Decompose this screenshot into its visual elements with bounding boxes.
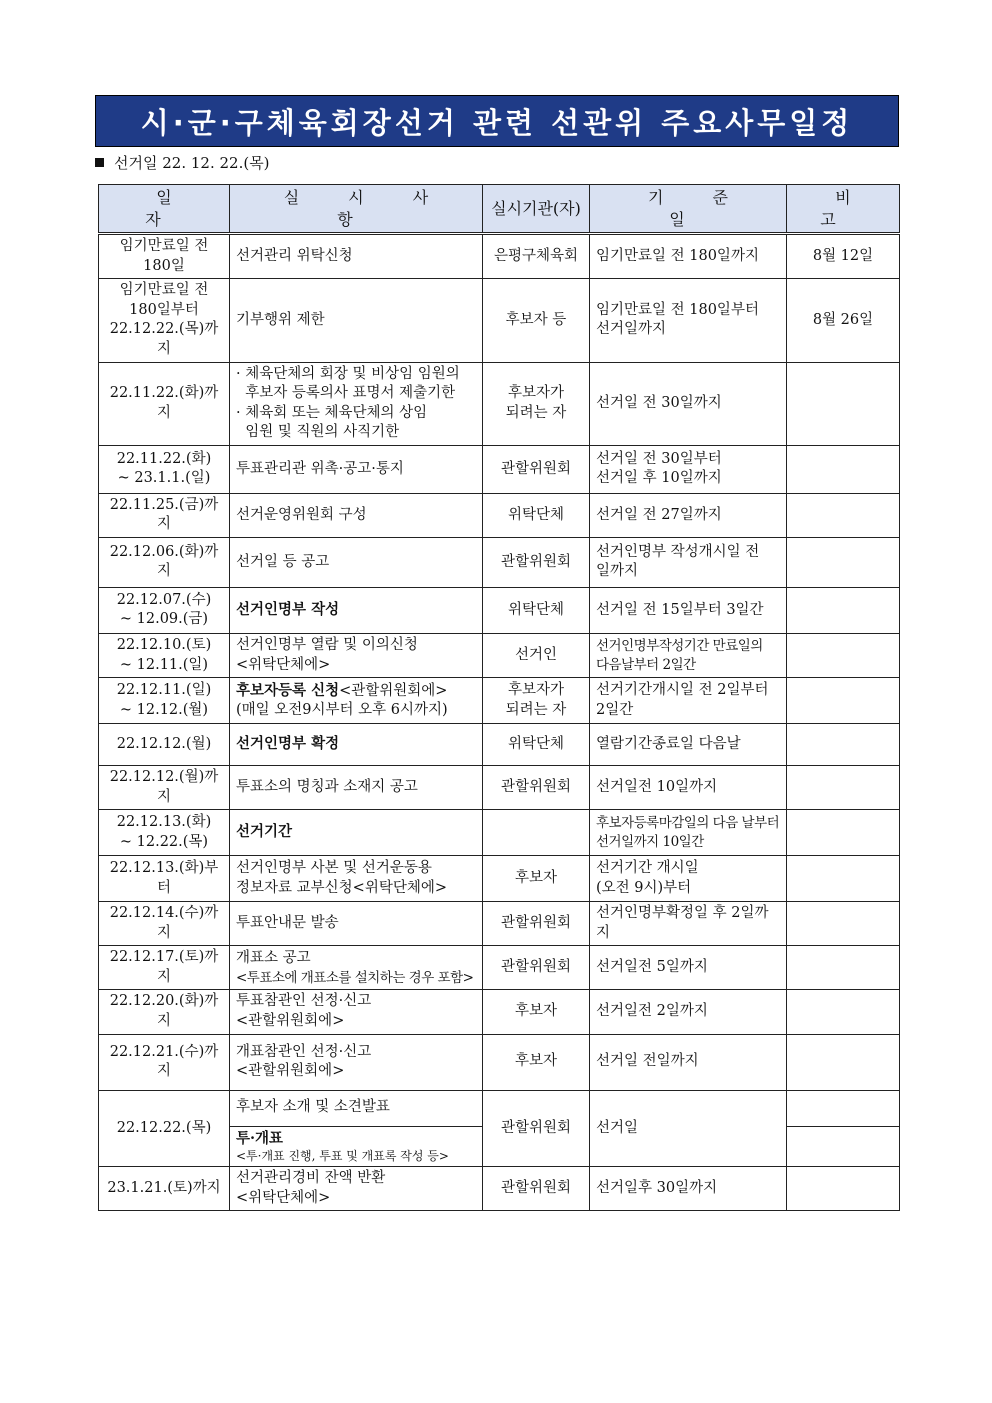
table-row bbox=[99, 234, 900, 279]
org-text: 관할위원회 bbox=[500, 778, 572, 795]
date-cell bbox=[99, 445, 230, 493]
org-cell bbox=[483, 946, 590, 990]
org-cell bbox=[483, 856, 590, 902]
action-text: 투표안내문 발송 bbox=[236, 914, 339, 931]
standard-text: 임기만료일 전 180일까지 bbox=[596, 247, 759, 264]
action-text: 선거관리경비 잔액 반환 bbox=[236, 1170, 386, 1187]
action-cell bbox=[230, 1034, 483, 1090]
table-row bbox=[99, 279, 900, 362]
standard-text: 선거인명부작성기간 만료일의 bbox=[596, 638, 763, 655]
date-text: 22.12.22.(목)까지 bbox=[109, 321, 219, 357]
standard-cell bbox=[590, 678, 787, 724]
standard-text: 선거일까지 10일간 bbox=[596, 833, 704, 850]
date-cell bbox=[99, 493, 230, 537]
org-text: 후보자가 bbox=[507, 385, 565, 402]
action-cell bbox=[230, 810, 483, 856]
schedule-table bbox=[98, 184, 900, 1211]
action-cell bbox=[230, 990, 483, 1034]
standard-text: 선거인명부확정일 후 2일까지 bbox=[596, 905, 769, 941]
page-title: 시·군·구체육회장선거 관련 선관위 주요사무일정 bbox=[95, 95, 899, 147]
date-text: 임기만료일 전 bbox=[119, 282, 209, 299]
action-cell bbox=[230, 279, 483, 362]
standard-cell: 선거일후 30일까지 bbox=[590, 1167, 787, 1211]
standard-cell bbox=[590, 946, 787, 990]
action-text: 투표참관인 선정·신고 bbox=[236, 993, 372, 1010]
date-text: 22.12.11.(일) bbox=[116, 682, 212, 698]
org-cell bbox=[483, 587, 590, 633]
note-cell bbox=[787, 1167, 900, 1211]
action-text: <관할위원회에> bbox=[236, 1063, 345, 1080]
standard-text: 선거일 전일까지 bbox=[596, 1053, 699, 1070]
date-text: 22.12.20.(화)까지 bbox=[109, 993, 219, 1029]
standard-cell bbox=[590, 724, 787, 766]
standard-cell bbox=[590, 234, 787, 279]
org-cell: 관할위원회 bbox=[483, 1167, 590, 1211]
org-cell bbox=[483, 493, 590, 537]
note-cell bbox=[787, 493, 900, 537]
org-cell bbox=[483, 362, 590, 445]
org-text: 관할위원회 bbox=[500, 553, 572, 570]
action-cell bbox=[230, 445, 483, 493]
action-sub-text: <투·개표 진행, 투표 및 개표록 작성 등> bbox=[236, 1149, 449, 1164]
note-cell bbox=[787, 902, 900, 946]
action-text: · 체육단체의 회장 및 비상임 임원의 bbox=[236, 365, 460, 382]
action-text: 투표소의 명칭과 소재지 공고 bbox=[236, 778, 418, 795]
action-cell bbox=[230, 766, 483, 810]
standard-cell bbox=[590, 990, 787, 1034]
action-text: 선거관리 위탁신청 bbox=[236, 247, 353, 264]
action-text: 정보자료 교부신청<위탁단체에> bbox=[236, 879, 447, 896]
standard-text: 일까지 bbox=[596, 563, 639, 580]
note-cell bbox=[787, 724, 900, 766]
note-cell bbox=[787, 856, 900, 902]
action-text: <위탁단체에> bbox=[236, 1189, 331, 1206]
date-cell bbox=[99, 279, 230, 362]
header-date: 일 자 bbox=[99, 185, 230, 234]
action-cell bbox=[230, 856, 483, 902]
org-cell bbox=[483, 810, 590, 856]
table-row bbox=[99, 445, 900, 493]
date-text: 22.12.12.(월) bbox=[116, 735, 212, 752]
action-cell bbox=[230, 537, 483, 587]
table-header-row bbox=[99, 185, 900, 234]
date-text: 22.12.21.(수)까지 bbox=[109, 1043, 219, 1080]
org-text: 되려는 자 bbox=[505, 701, 567, 718]
action-text: <투표소에 개표소를 설치하는 경우 포함> bbox=[236, 969, 474, 986]
standard-text: 선거일 전 27일까지 bbox=[596, 506, 722, 523]
date-cell: 23.1.21.(토)까지 bbox=[99, 1167, 230, 1211]
org-text: 위탁단체 bbox=[507, 601, 565, 618]
table-row bbox=[99, 766, 900, 810]
org-cell bbox=[483, 724, 590, 766]
action-text bbox=[236, 822, 476, 843]
action-text: 임원 및 직원의 사직기한 bbox=[236, 424, 400, 441]
note-cell bbox=[787, 1034, 900, 1090]
date-text: 22.12.10.(토) bbox=[116, 636, 212, 653]
date-cell bbox=[99, 633, 230, 677]
table-row bbox=[99, 362, 900, 445]
org-text: 후보자 bbox=[514, 869, 558, 886]
table-row bbox=[99, 1167, 900, 1211]
date-text: ~ 12.11.(일) bbox=[119, 656, 209, 673]
date-text: ~ 12.09.(금) bbox=[119, 611, 209, 628]
table-row bbox=[99, 587, 900, 633]
action-bold-text: 선거인명부 작성 bbox=[236, 601, 340, 619]
standard-text: 다음날부터 2일간 bbox=[596, 656, 696, 673]
standard-text: 선거일까지 bbox=[596, 321, 667, 338]
standard-cell bbox=[590, 587, 787, 633]
org-cell bbox=[483, 537, 590, 587]
standard-cell bbox=[590, 633, 787, 677]
table-row bbox=[99, 810, 900, 856]
date-text: 22.11.22.(화)까지 bbox=[109, 385, 219, 421]
action-text: (매일 오전9시부터 오후 6시까지) bbox=[236, 702, 448, 719]
standard-text: 선거기간개시일 전 2일부터 bbox=[596, 682, 769, 698]
note-cell bbox=[787, 946, 900, 990]
action-cell bbox=[230, 902, 483, 946]
action-text: 선거일 등 공고 bbox=[236, 553, 330, 570]
action-cell bbox=[230, 633, 483, 677]
standard-cell bbox=[590, 279, 787, 362]
org-text: 후보자 등 bbox=[505, 311, 567, 328]
standard-cell bbox=[590, 856, 787, 902]
standard-text: 임기만료일 전 180일부터 bbox=[596, 301, 759, 318]
date-cell bbox=[99, 1034, 230, 1090]
org-text: 관할위원회 bbox=[500, 460, 572, 477]
date-text: 22.12.17.(토)까지 bbox=[109, 949, 219, 985]
date-text: 임기만료일 전 bbox=[119, 238, 209, 255]
date-text: 22.12.14.(수)까지 bbox=[109, 905, 219, 941]
org-cell bbox=[483, 279, 590, 362]
date-text: 22.11.25.(금)까지 bbox=[109, 496, 219, 533]
note-cell bbox=[787, 1126, 900, 1167]
standard-cell bbox=[590, 902, 787, 946]
action-text: 선거인명부 열람 및 이의신청 bbox=[236, 636, 418, 653]
org-cell bbox=[483, 1034, 590, 1090]
date-text: 22.12.13.(화) bbox=[116, 814, 212, 831]
action-cell bbox=[230, 362, 483, 445]
note-cell bbox=[787, 537, 900, 587]
date-cell bbox=[99, 946, 230, 990]
table-row bbox=[99, 946, 900, 990]
date-text: 22.12.13.(화)부터 bbox=[109, 860, 219, 896]
date-text: 180일 bbox=[143, 257, 185, 274]
date-text: 22.12.06.(화)까지 bbox=[109, 543, 219, 580]
org-cell bbox=[483, 445, 590, 493]
standard-cell: 선거일 bbox=[590, 1090, 787, 1167]
note-cell bbox=[787, 678, 900, 724]
org-cell bbox=[483, 633, 590, 677]
date-text: ~ 12.12.(월) bbox=[119, 701, 209, 718]
date-text: 180일부터 bbox=[129, 301, 199, 318]
note-cell bbox=[787, 633, 900, 677]
standard-text: 선거일 후 10일까지 bbox=[596, 470, 722, 487]
org-text: 후보자 bbox=[514, 1053, 558, 1070]
org-text: 되려는 자 bbox=[505, 404, 567, 421]
action-cell bbox=[230, 946, 483, 990]
action-cell bbox=[230, 234, 483, 279]
action-text: 개표참관인 선정·신고 bbox=[236, 1043, 372, 1060]
note-cell: 8월 26일 bbox=[787, 279, 900, 362]
org-text: 위탁단체 bbox=[507, 506, 565, 523]
table-row bbox=[99, 1090, 900, 1126]
standard-text: 2일간 bbox=[596, 701, 634, 718]
table-row bbox=[99, 493, 900, 537]
standard-text: 선거일 전 30일까지 bbox=[596, 394, 722, 411]
standard-text: 선거일전 5일까지 bbox=[596, 959, 708, 976]
table-row bbox=[99, 990, 900, 1034]
standard-cell bbox=[590, 810, 787, 856]
date-cell bbox=[99, 724, 230, 766]
election-day-line bbox=[95, 152, 270, 173]
standard-text: 선거일 전 30일부터 bbox=[596, 450, 722, 467]
note-cell bbox=[787, 990, 900, 1034]
action-text: 기부행위 제한 bbox=[236, 311, 325, 328]
date-text: 22.12.12.(월)까지 bbox=[109, 769, 219, 805]
standard-text: 후보자등록마감일의 다음 날부터 bbox=[596, 815, 780, 832]
action-bold-text: 투·개표 bbox=[236, 1129, 284, 1147]
standard-cell bbox=[590, 537, 787, 587]
header-standard: 기 준 일 bbox=[590, 185, 787, 234]
date-text: ~ 23.1.1.(일) bbox=[117, 470, 211, 487]
date-cell bbox=[99, 856, 230, 902]
action-bold-text: 선거인명부 확정 bbox=[236, 735, 340, 753]
action-text: 후보자 등록의사 표명서 제출기한 bbox=[236, 385, 456, 402]
standard-cell bbox=[590, 362, 787, 445]
action-bold-text: 후보자등록 신청 bbox=[236, 681, 340, 699]
date-cell bbox=[99, 587, 230, 633]
standard-text: 선거일전 10일까지 bbox=[596, 778, 718, 795]
date-cell bbox=[99, 234, 230, 279]
standard-cell bbox=[590, 445, 787, 493]
date-cell bbox=[99, 990, 230, 1034]
action-text: · 체육회 또는 체육단체의 상임 bbox=[236, 404, 428, 421]
date-cell bbox=[99, 678, 230, 724]
action-bold-text: 선거기간 bbox=[236, 823, 293, 841]
standard-cell bbox=[590, 766, 787, 810]
note-cell: 8월 12일 bbox=[787, 234, 900, 279]
org-text: 관할위원회 bbox=[500, 914, 572, 931]
table-row bbox=[99, 902, 900, 946]
date-cell bbox=[99, 810, 230, 856]
action-cell bbox=[230, 1126, 483, 1167]
note-cell bbox=[787, 1090, 900, 1126]
action-cell bbox=[230, 724, 483, 766]
action-cell bbox=[230, 493, 483, 537]
action-cell: 후보자 소개 및 소견발표 bbox=[230, 1090, 483, 1126]
action-text: 선거인명부 사본 및 선거운동용 bbox=[236, 860, 432, 877]
table-row bbox=[99, 856, 900, 902]
org-text: 위탁단체 bbox=[507, 735, 565, 752]
org-text: 관할위원회 bbox=[500, 959, 572, 976]
action-text: <위탁단체에> bbox=[236, 656, 331, 673]
date-cell bbox=[99, 902, 230, 946]
org-text: 선거인 bbox=[514, 646, 558, 663]
standard-text: 선거기간 개시일 bbox=[596, 860, 699, 877]
action-cell bbox=[230, 1167, 483, 1211]
date-text: ~ 12.22.(목) bbox=[119, 833, 209, 850]
note-cell bbox=[787, 766, 900, 810]
header-action: 실 시 사 항 bbox=[230, 185, 483, 234]
note-cell bbox=[787, 810, 900, 856]
action-cell bbox=[230, 678, 483, 724]
org-text: 은평구체육회 bbox=[493, 247, 579, 264]
header-org: 실시기관(자) bbox=[483, 185, 590, 234]
org-cell bbox=[483, 678, 590, 724]
date-cell: 22.12.22.(목) bbox=[99, 1090, 230, 1167]
action-text: 개표소 공고 bbox=[236, 949, 311, 966]
bullet-square-icon bbox=[95, 158, 104, 167]
header-note: 비 고 bbox=[787, 185, 900, 234]
note-cell bbox=[787, 362, 900, 445]
date-cell bbox=[99, 537, 230, 587]
org-cell bbox=[483, 902, 590, 946]
standard-cell bbox=[590, 1034, 787, 1090]
table-row bbox=[99, 537, 900, 587]
table-row bbox=[99, 678, 900, 724]
action-suffix-text: <관할위원회에> bbox=[339, 682, 448, 699]
action-text bbox=[236, 681, 476, 702]
date-text: 22.12.07.(수) bbox=[116, 591, 212, 608]
org-cell bbox=[483, 990, 590, 1034]
action-text: 투표관리관 위촉·공고·통지 bbox=[236, 460, 404, 477]
standard-text: (오전 9시)부터 bbox=[596, 879, 692, 896]
date-text: 22.11.22.(화) bbox=[116, 450, 212, 467]
table-row bbox=[99, 1034, 900, 1090]
org-cell: 관할위원회 bbox=[483, 1090, 590, 1167]
action-text: 선거운영위원회 구성 bbox=[236, 506, 367, 523]
org-cell bbox=[483, 234, 590, 279]
standard-text: 선거일전 2일까지 bbox=[596, 1003, 708, 1020]
standard-text: 선거일 전 15일부터 3일간 bbox=[596, 601, 764, 618]
standard-text: 열람기간종료일 다음날 bbox=[596, 735, 741, 752]
table-row bbox=[99, 633, 900, 677]
org-cell bbox=[483, 766, 590, 810]
action-text bbox=[236, 734, 476, 755]
date-cell bbox=[99, 362, 230, 445]
date-cell bbox=[99, 766, 230, 810]
table-row bbox=[99, 724, 900, 766]
org-text: 후보자가 bbox=[507, 682, 565, 698]
note-cell bbox=[787, 587, 900, 633]
action-text: <관할위원회에> bbox=[236, 1013, 345, 1029]
action-cell bbox=[230, 587, 483, 633]
org-text: 후보자 bbox=[514, 1003, 558, 1020]
standard-cell bbox=[590, 493, 787, 537]
election-day-text: 선거일 22. 12. 22.(목) bbox=[114, 154, 270, 172]
standard-text: 선거인명부 작성개시일 전 bbox=[596, 543, 760, 560]
note-cell bbox=[787, 445, 900, 493]
action-text bbox=[236, 600, 476, 621]
